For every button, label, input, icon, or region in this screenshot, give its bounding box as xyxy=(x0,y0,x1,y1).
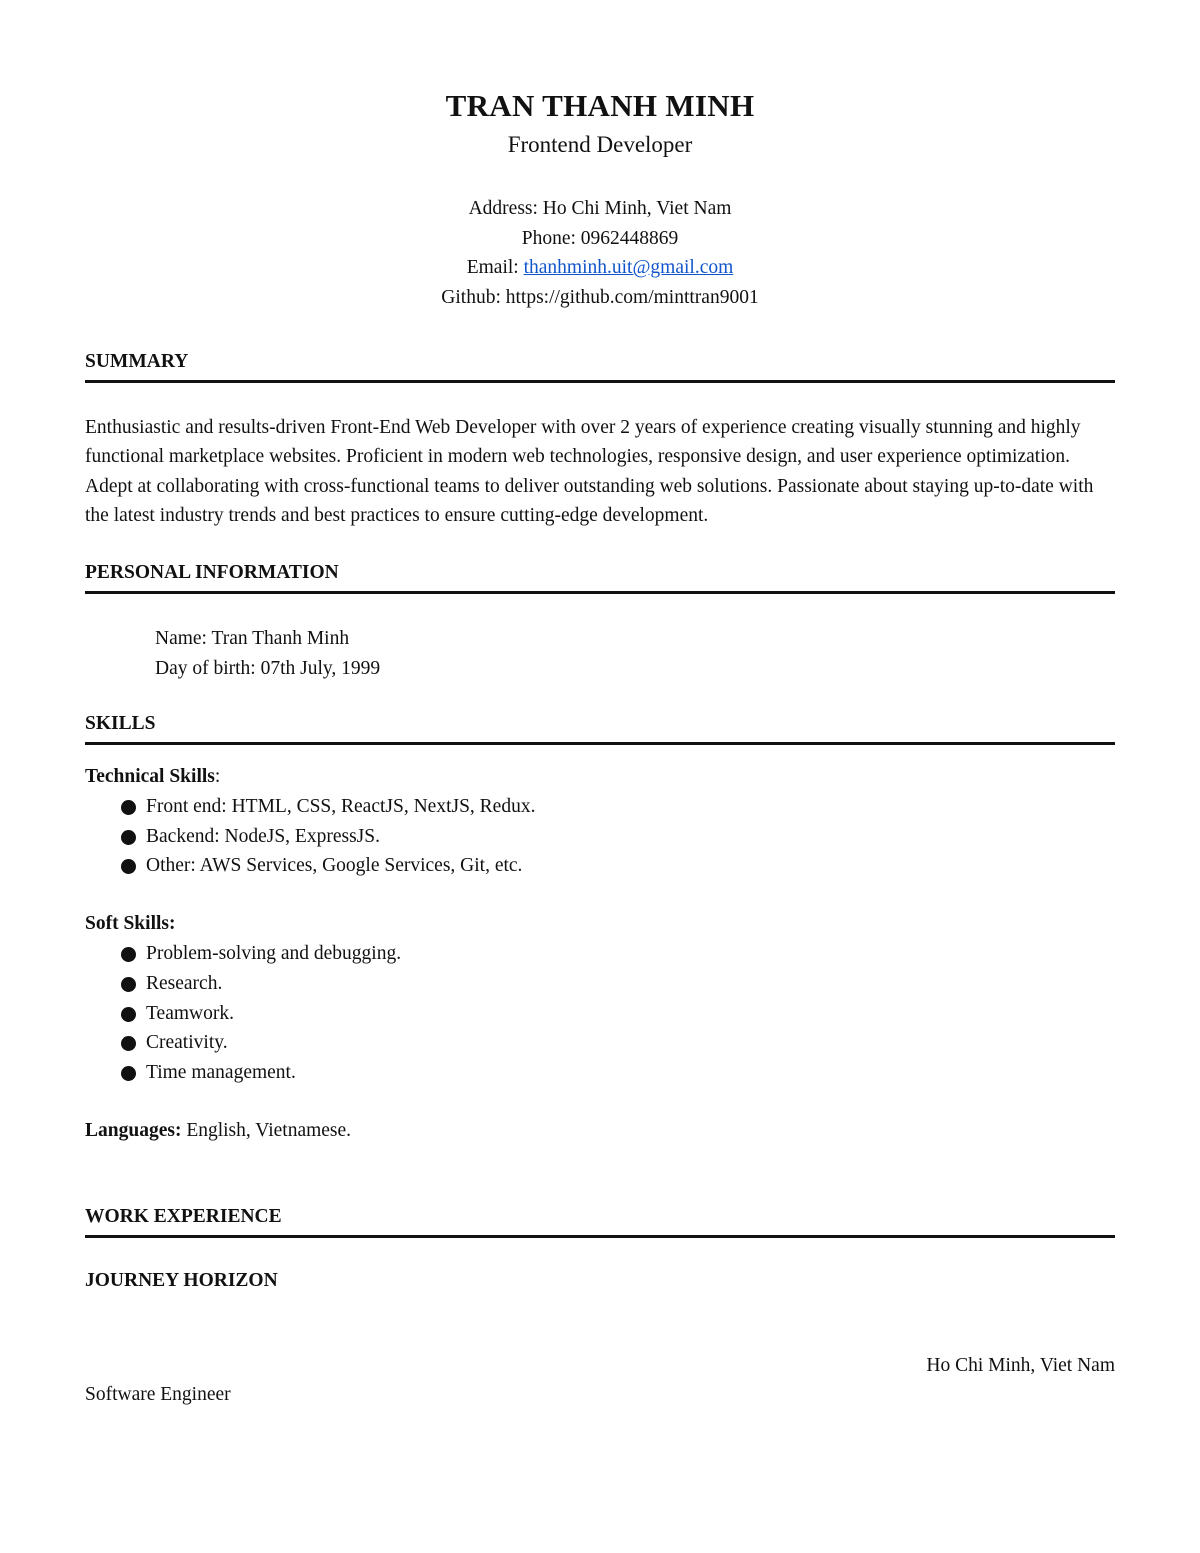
bullet-icon xyxy=(121,1066,136,1081)
technical-skill-text: Other: AWS Services, Google Services, Git, etc. xyxy=(146,855,523,877)
soft-skill-text: Teamwork. xyxy=(146,1002,234,1024)
list-item xyxy=(121,822,1115,852)
technical-skill-text: Front end: HTML, CSS, ReactJS, NextJS, Redux. xyxy=(146,796,536,817)
soft-skill-text: Time management. xyxy=(146,1061,296,1083)
email-label: Email: xyxy=(466,257,519,278)
personal-name: Name: Tran Thanh Minh xyxy=(155,628,350,649)
personal-dob: Day of birth: 07th July, 1999 xyxy=(155,658,381,679)
email-line xyxy=(0,253,1200,283)
soft-skill-text: Creativity. xyxy=(146,1032,228,1054)
address-label: Address: xyxy=(468,198,538,219)
list-item xyxy=(121,1058,1115,1088)
phone-label: Phone: xyxy=(521,227,576,249)
list-item xyxy=(121,792,1115,822)
github-value: https://github.com/minttran9001 xyxy=(505,286,759,308)
github-line xyxy=(0,283,1200,313)
soft-skills-list xyxy=(85,939,1115,1088)
bullet-icon xyxy=(121,1007,136,1022)
bullet-icon xyxy=(121,947,136,962)
phone-value: 0962448869 xyxy=(580,227,679,249)
languages-line xyxy=(85,1116,1115,1146)
personal-info-section xyxy=(85,559,1115,684)
languages-label: Languages: xyxy=(85,1119,182,1141)
bullet-icon xyxy=(121,800,136,815)
work-experience-heading: WORK EXPERIENCE xyxy=(85,1203,1115,1238)
list-item xyxy=(121,1028,1115,1058)
job-position: Software Engineer xyxy=(85,1384,231,1405)
personal-info-heading: PERSONAL INFORMATION xyxy=(85,559,1115,594)
summary-text: Enthusiastic and results-driven Front-End Web Developer with over 2 years of experience creating visually stunning and highly functional marketplace websites. Proficient in modern web technologies, responsive design, and user experience optimization. Adept at collaborating with cross-functional teams to deliver outstanding web solutions. Passionate about staying up-to-date with the latest industry trends and best practices to ensure cutting-edge development. xyxy=(85,417,1094,526)
phone-line xyxy=(0,224,1200,254)
company-name: JOURNEY HORIZON xyxy=(85,1270,278,1291)
personal-info-list xyxy=(85,624,1115,684)
bullet-icon xyxy=(121,830,136,845)
candidate-name: TRAN THANH MINH xyxy=(445,88,755,123)
job-location: Ho Chi Minh, Viet Nam xyxy=(926,1355,1115,1376)
contact-block xyxy=(0,194,1200,312)
soft-skill-text: Problem-solving and debugging. xyxy=(146,943,402,965)
technical-skills-label-text: Technical Skills xyxy=(85,766,215,787)
languages-value: English, Vietnamese. xyxy=(186,1119,352,1141)
technical-skills-label xyxy=(85,762,1115,792)
skills-heading: SKILLS xyxy=(85,710,1115,745)
technical-skills-list xyxy=(85,792,1115,881)
list-item xyxy=(121,939,1115,969)
work-experience-section xyxy=(85,1203,1115,1295)
soft-skill-text: Research. xyxy=(146,972,223,994)
bullet-icon xyxy=(121,1036,136,1051)
bullet-icon xyxy=(121,859,136,874)
technical-skill-text: Backend: NodeJS, ExpressJS. xyxy=(146,825,380,847)
list-item xyxy=(121,969,1115,999)
skills-section xyxy=(85,710,1115,1146)
email-link[interactable]: thanhminh.uit@gmail.com xyxy=(523,257,734,278)
candidate-role: Frontend Developer xyxy=(507,132,693,157)
list-item xyxy=(121,851,1115,881)
address-value: Ho Chi Minh, Viet Nam xyxy=(542,198,732,219)
list-item xyxy=(121,999,1115,1029)
soft-skills-label: Soft Skills: xyxy=(85,913,176,935)
bullet-icon xyxy=(121,977,136,992)
summary-heading: SUMMARY xyxy=(85,348,1115,383)
address-line xyxy=(0,194,1200,224)
github-label: Github: xyxy=(441,286,501,308)
summary-section xyxy=(85,348,1115,530)
technical-skills-colon: : xyxy=(214,766,221,787)
resume-header xyxy=(0,84,1200,312)
